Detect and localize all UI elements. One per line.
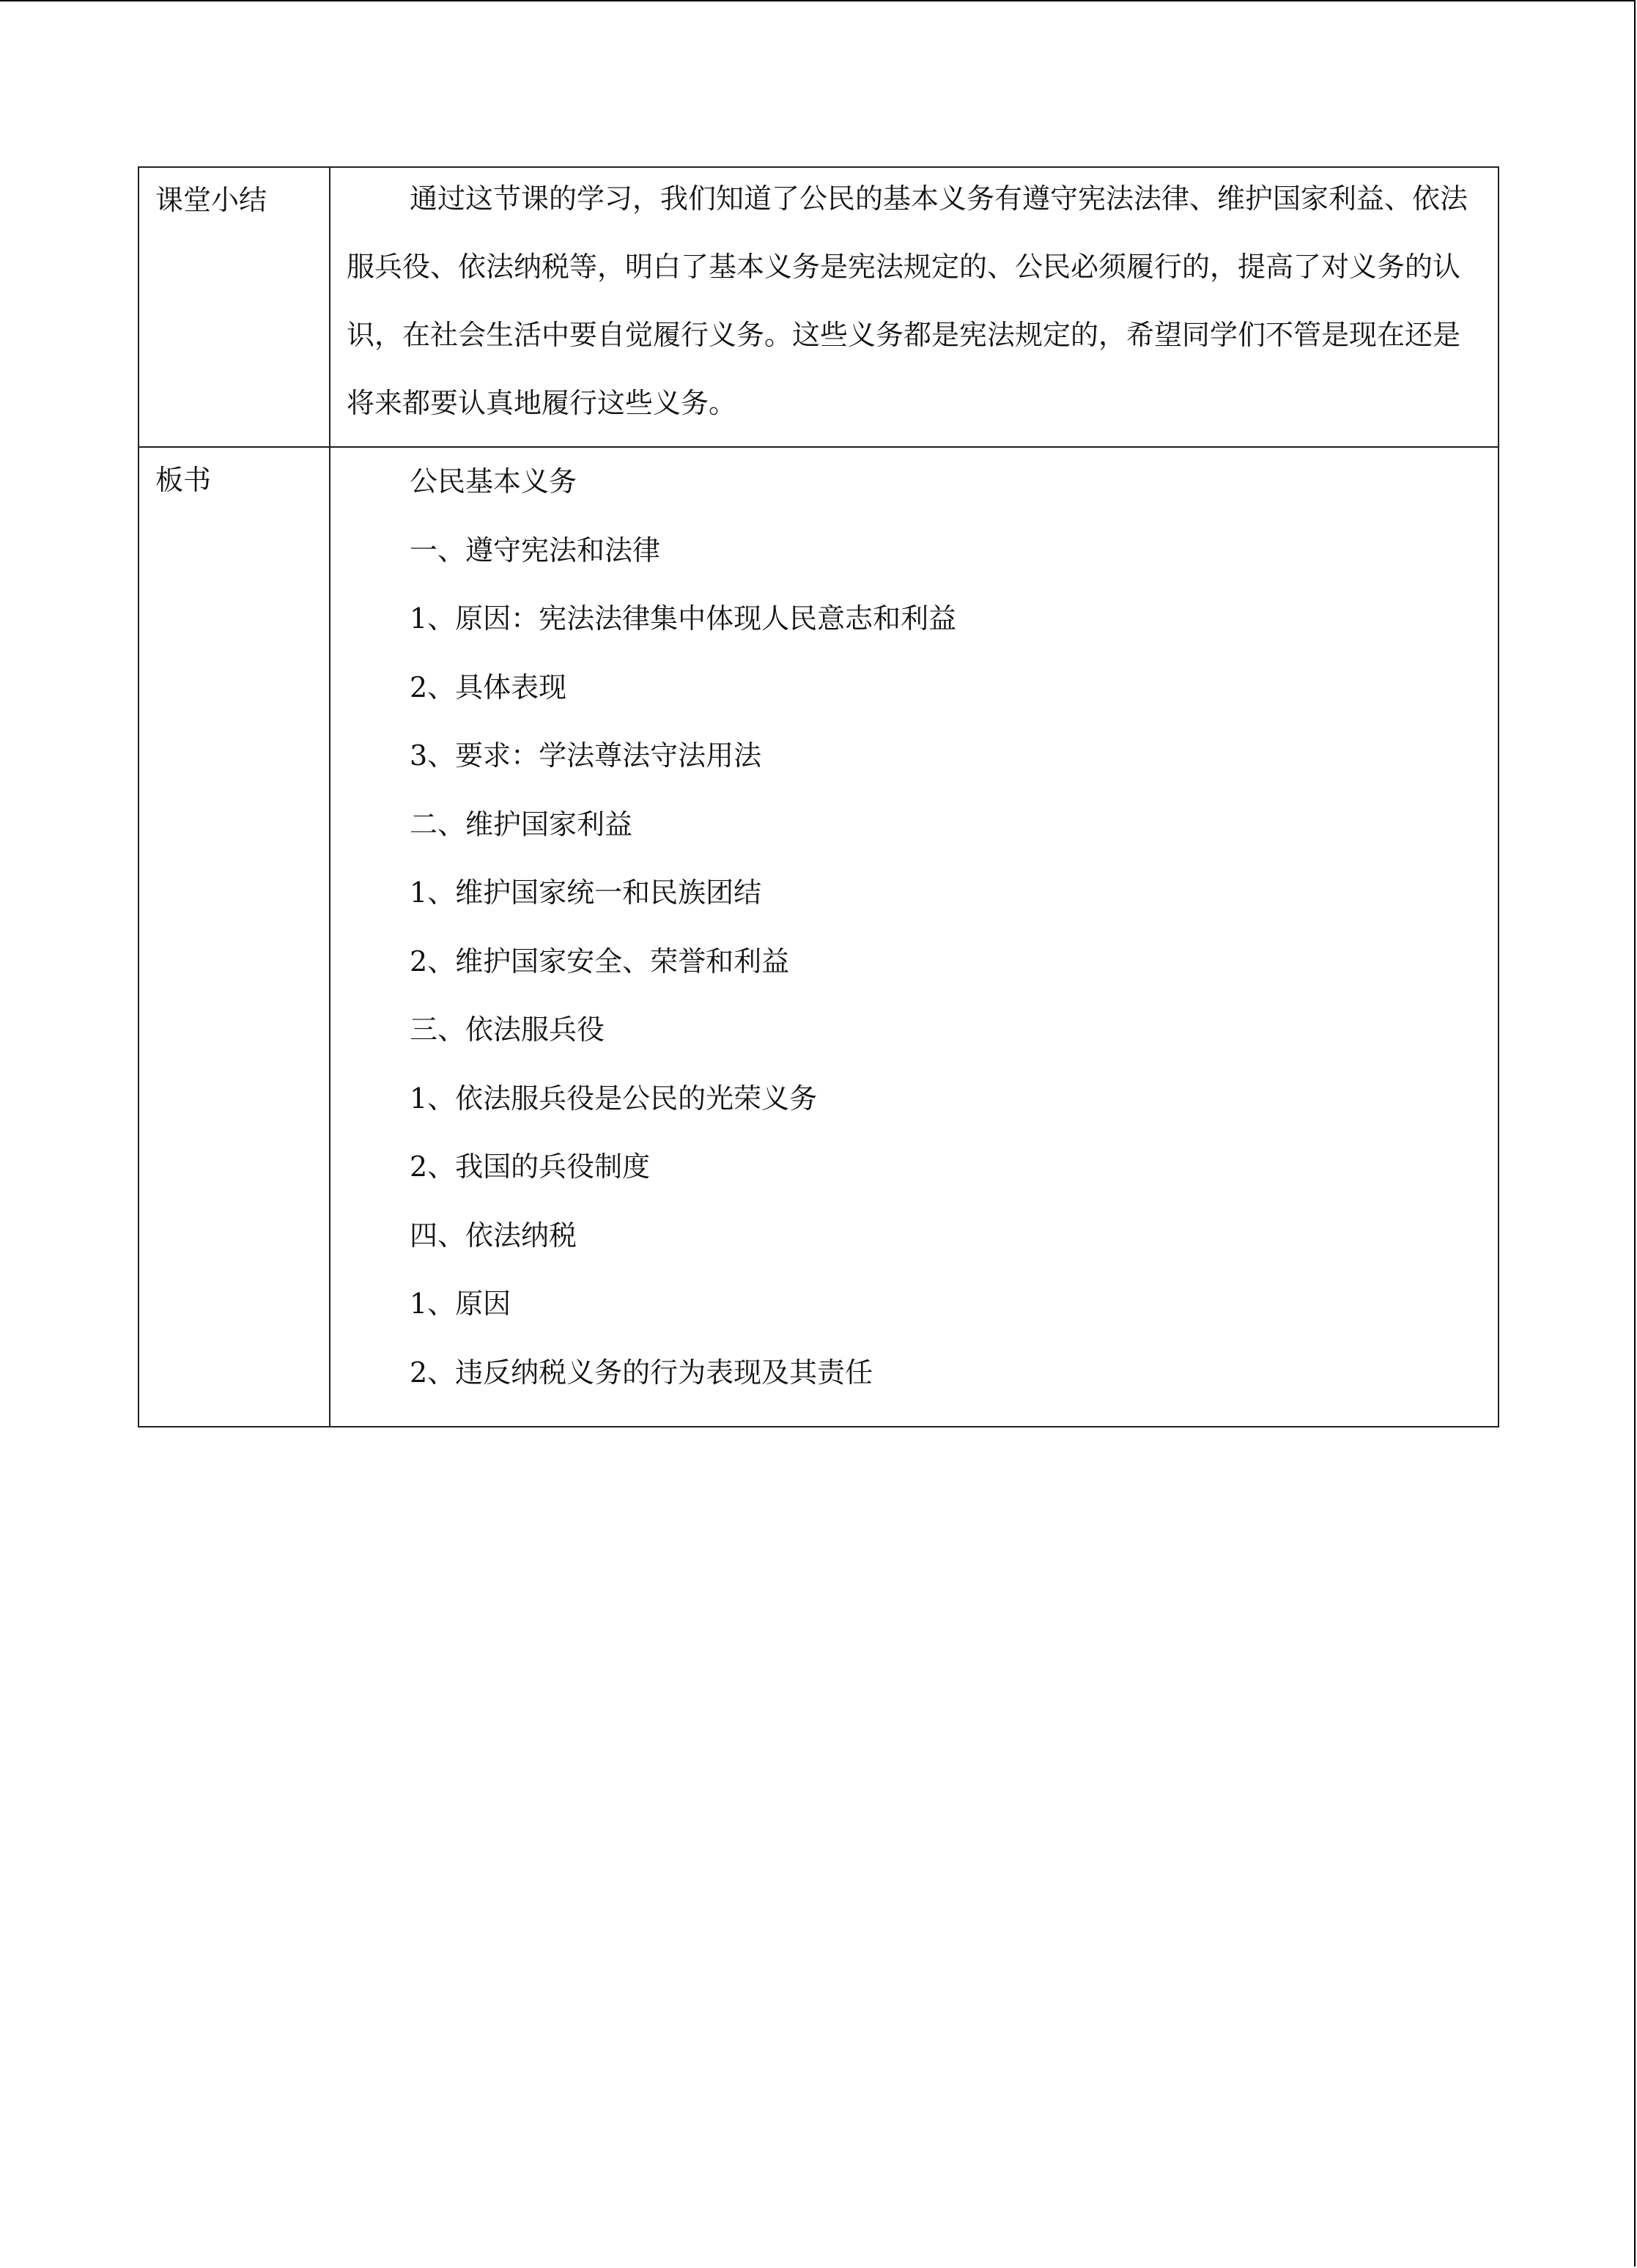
outline-item: 1、维护国家统一和民族团结 xyxy=(410,876,762,909)
summary-row xyxy=(138,167,1499,447)
page-border-right xyxy=(1634,0,1636,2267)
summary-paragraph: 通过这节课的学习，我们知道了公民的基本义务有遵守宪法法律、维护国家利益、依法服兵役、依法纳税等，明白了基本义务是宪法规定的、公民必须履行的，提高了对义务的认识，在社会生活中要自觉履行义务。这些义务都是宪法规定的，希望同学们不管是现在还是将来都要认真地履行这些义务。 xyxy=(347,182,1468,419)
outline-item: 2、违反纳税义务的行为表现及其责任 xyxy=(410,1356,873,1389)
summary-label-cell xyxy=(138,167,330,447)
outline-heading: 一、遵守宪法和法律 xyxy=(410,533,661,566)
outline-item: 1、原因 xyxy=(410,1288,511,1320)
outline-heading: 四、依法纳税 xyxy=(410,1219,577,1252)
lesson-plan-table xyxy=(138,166,1499,1427)
blackboard-label-cell xyxy=(138,447,330,1427)
outline-heading: 二、维护国家利益 xyxy=(410,808,633,841)
outline-item: 2、我国的兵役制度 xyxy=(410,1150,651,1183)
summary-label: 课堂小结 xyxy=(155,184,267,216)
blackboard-label: 板书 xyxy=(155,464,212,496)
outline-heading: 三、依法服兵役 xyxy=(410,1013,605,1046)
blackboard-outline xyxy=(330,448,1498,1426)
outline-item: 3、要求：学法尊法守法用法 xyxy=(410,739,762,772)
outline-item: 2、具体表现 xyxy=(410,671,567,703)
outline-item: 1、原因：宪法法律集中体现人民意志和利益 xyxy=(410,602,957,635)
page-border-top xyxy=(0,0,1634,1)
blackboard-content-cell xyxy=(330,447,1499,1427)
outline-title: 公民基本义务 xyxy=(410,465,577,498)
outline-item: 2、维护国家安全、荣誉和利益 xyxy=(410,945,790,978)
summary-content-cell xyxy=(330,167,1499,447)
blackboard-row xyxy=(138,447,1499,1427)
outline-item: 1、依法服兵役是公民的光荣义务 xyxy=(410,1082,818,1115)
